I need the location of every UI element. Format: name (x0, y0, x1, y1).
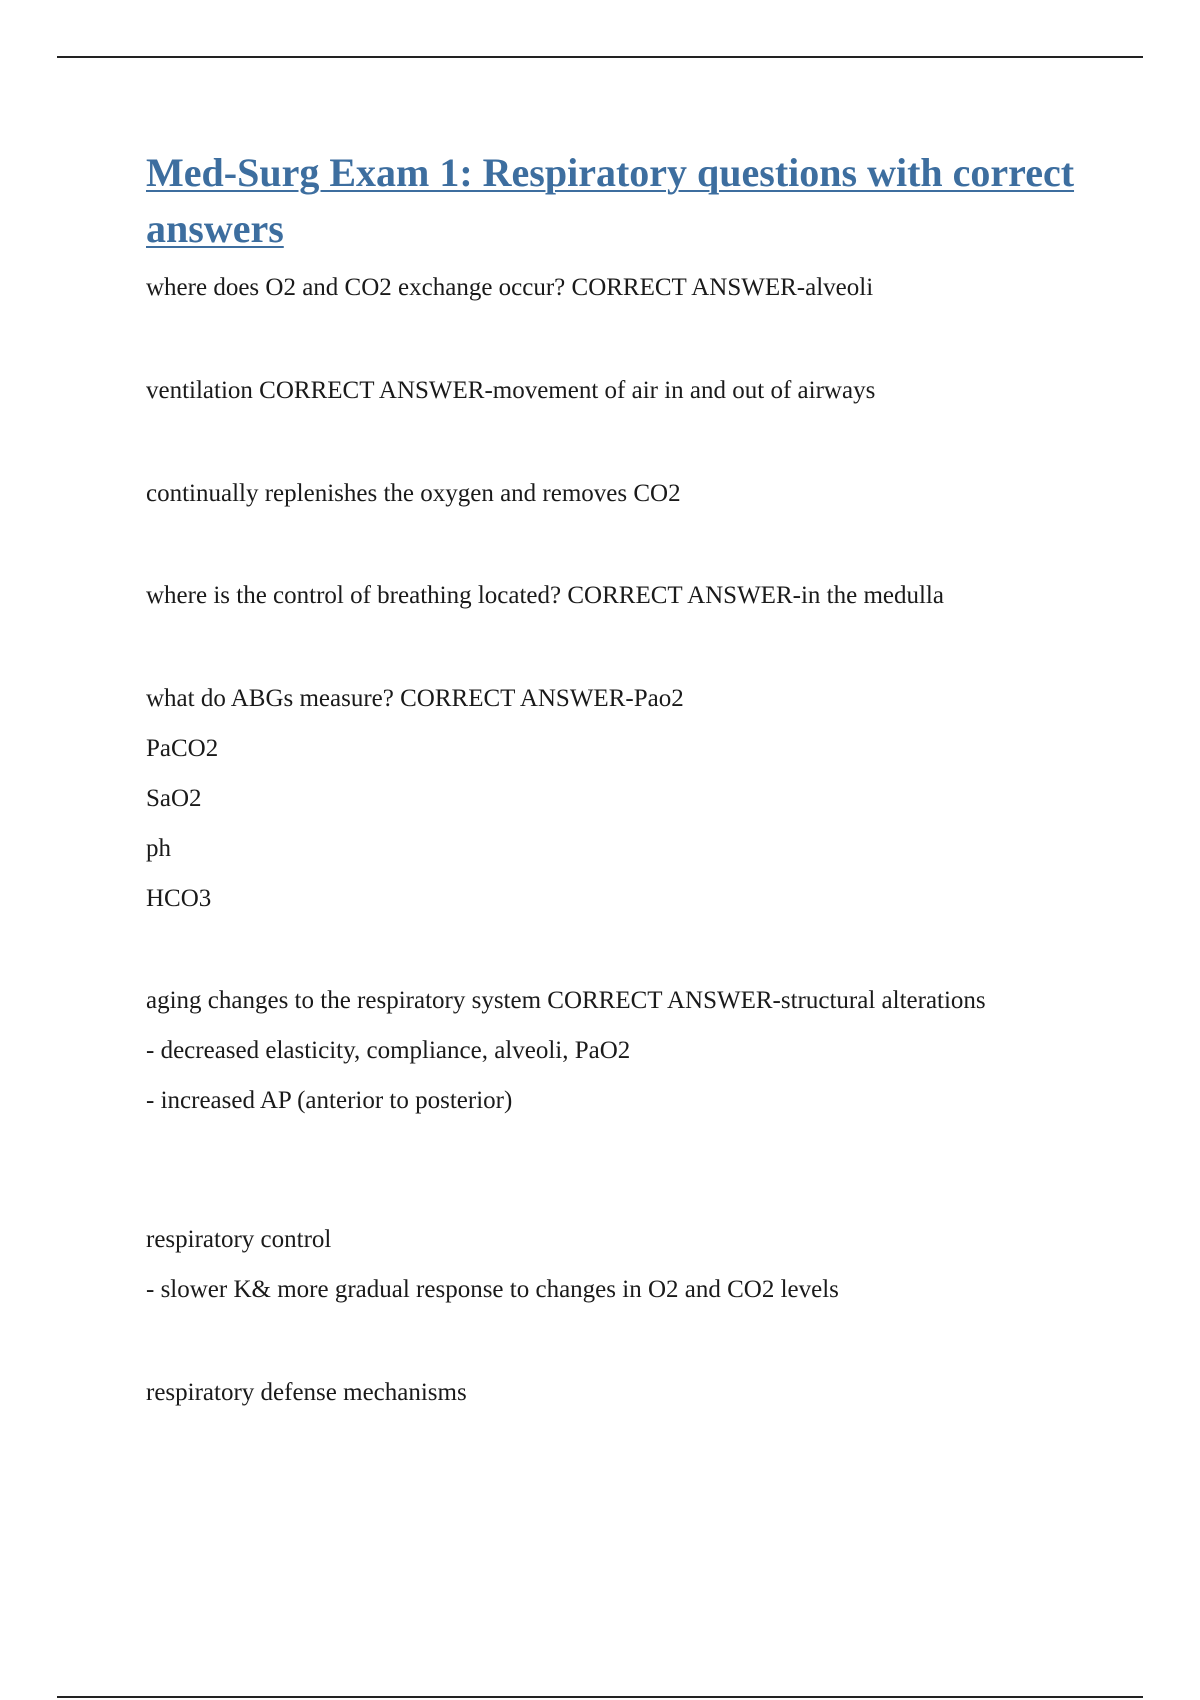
footer-rule (57, 1696, 1143, 1698)
qa-line: where does O2 and CO2 exchange occur? CORRECT ANSWER-alveoli (146, 274, 874, 301)
qa-item-4 (146, 578, 1086, 614)
qa-item-5 (146, 681, 1086, 917)
qa-line: aging changes to the respiratory system CORRECT ANSWER-structural alterations (146, 987, 986, 1014)
qa-line: what do ABGs measure? CORRECT ANSWER-Pao2 (146, 685, 684, 712)
qa-line: continually replenishes the oxygen and removes CO2 (146, 480, 681, 507)
qa-item-7 (146, 1222, 1086, 1308)
qa-line: PaCO2 (146, 735, 219, 762)
qa-line: HCO3 (146, 885, 212, 912)
qa-item-8 (146, 1375, 1086, 1411)
qa-line: SaO2 (146, 785, 202, 812)
qa-item-3 (146, 476, 1086, 512)
qa-line: respiratory control (146, 1226, 332, 1253)
qa-line: where is the control of breathing located? CORRECT ANSWER-in the medulla (146, 582, 944, 609)
document-body (146, 145, 1086, 1406)
qa-line: - increased AP (anterior to posterior) (146, 1087, 513, 1114)
qa-item-1 (146, 270, 1086, 306)
qa-item-2 (146, 373, 1086, 409)
document-title: Med-Surg Exam 1: Respiratory questions with correct answers (146, 150, 1075, 251)
qa-item-6 (146, 983, 986, 1119)
qa-line: respiratory defense mechanisms (146, 1379, 467, 1406)
qa-line: - slower K& more gradual response to changes in O2 and CO2 levels (146, 1276, 839, 1303)
qa-line: ventilation CORRECT ANSWER-movement of air in and out of airways (146, 377, 876, 404)
qa-line: ph (146, 835, 171, 862)
header-rule (57, 56, 1143, 58)
qa-line: - decreased elasticity, compliance, alveoli, PaO2 (146, 1037, 631, 1064)
